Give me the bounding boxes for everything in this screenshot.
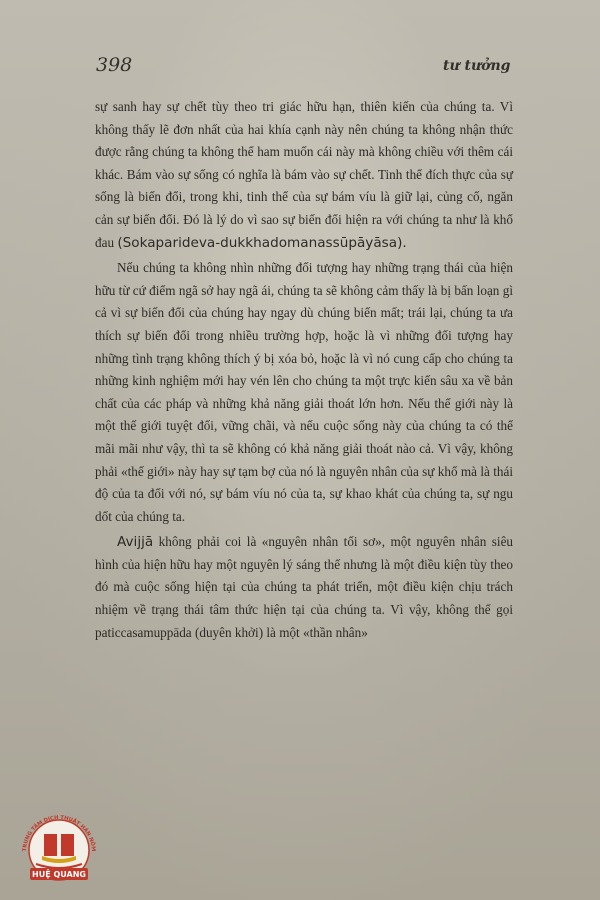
body-text	[95, 96, 513, 644]
hue-quang-logo	[18, 812, 100, 884]
paragraph-1-term: (Sokaparideva-dukkhadomanassūpāyāsa).	[117, 234, 407, 251]
paragraph-1-text: sự sanh hay sự chết tùy theo tri giác hữu hạn, thiên kiến của chúng ta. Vì không thấy lẽ đơn nhất của hai khía cạnh này nên chúng ta không nhận thức được rằng chúng ta không thể ham muốn cái này mà không chiều với thêm cái khác. Bám vào sự sống có nghĩa là bám vào sự chết. Tinh thể đích thực của sự sống là biến đổi, trong khi, tinh thể của sự bám víu là giữ lại, củng cố, ngăn cản sự biến đổi. Đó là lý do vì sao sự biến đổi hiện ra với chúng ta như là khổ đau	[95, 99, 513, 250]
logo-arc-text: TRUNG TÂM DỊCH THUẬT HÁN NÔM	[21, 814, 97, 852]
logo-emblem-icon	[18, 812, 100, 884]
paragraph-3-term: Avijjā	[117, 534, 154, 551]
paragraph-1	[95, 96, 513, 254]
paragraph-3	[95, 531, 513, 644]
paragraph-2-text: Nếu chúng ta không nhìn những đối tượng hay những trạng thái của hiện hữu từ cứ điểm ngã sở hay ngã ái, chúng ta sẽ không cảm thấy là bị bấn loạn gì cả vì sự biến đổi của chúng hay ngay dù chúng biến mất; trái lại, chúng ta ưa thích sự biến đổi trong nhiều trường hợp, hoặc là vì những đối tượng hay những tình trạng không thích ý bị xóa bỏ, hoặc là vì nó cung cấp cho chúng ta những kinh nghiệm mới hay vén lên cho chúng ta một trực kiến sâu xa về bản chất của các pháp và những khả năng giải thoát lớn hơn. Nếu thế giới này là một thế giới tuyệt đối, vững chãi, và nếu cuộc sống này của chúng ta có thể mãi mãi như vậy, thì ta sẽ không có khả năng giải thoát nào cả. Vì vậy, không phải «thế giới» này hay sự tạm bợ của nó là nguyên nhân của sự khổ mà là thái độ của ta đối với nó, sự bám víu nó của ta, sự khao khát của chúng ta, sự ngu dốt của chúng ta.	[95, 260, 513, 524]
logo-name: HUỆ QUANG	[32, 870, 86, 879]
page-number: 398	[96, 54, 133, 76]
paragraph-3-text: không phải coi là «nguyên nhân tối sơ», một nguyên nhân siêu hình của hiện hữu hay một nguyên lý sáng thế nhưng là một điều kiện tùy theo đó mà cuộc sống hiện tại của chúng ta phát triển, một điều kiện chịu trách nhiệm về trạng thái tâm thức hiện tại của chúng ta. Vì vậy, không thể gọi paticcasamuppāda (duyên khởi) là một «thần nhân»	[95, 534, 514, 640]
paragraph-2	[95, 257, 513, 528]
running-head: tư tưởng	[443, 58, 511, 74]
